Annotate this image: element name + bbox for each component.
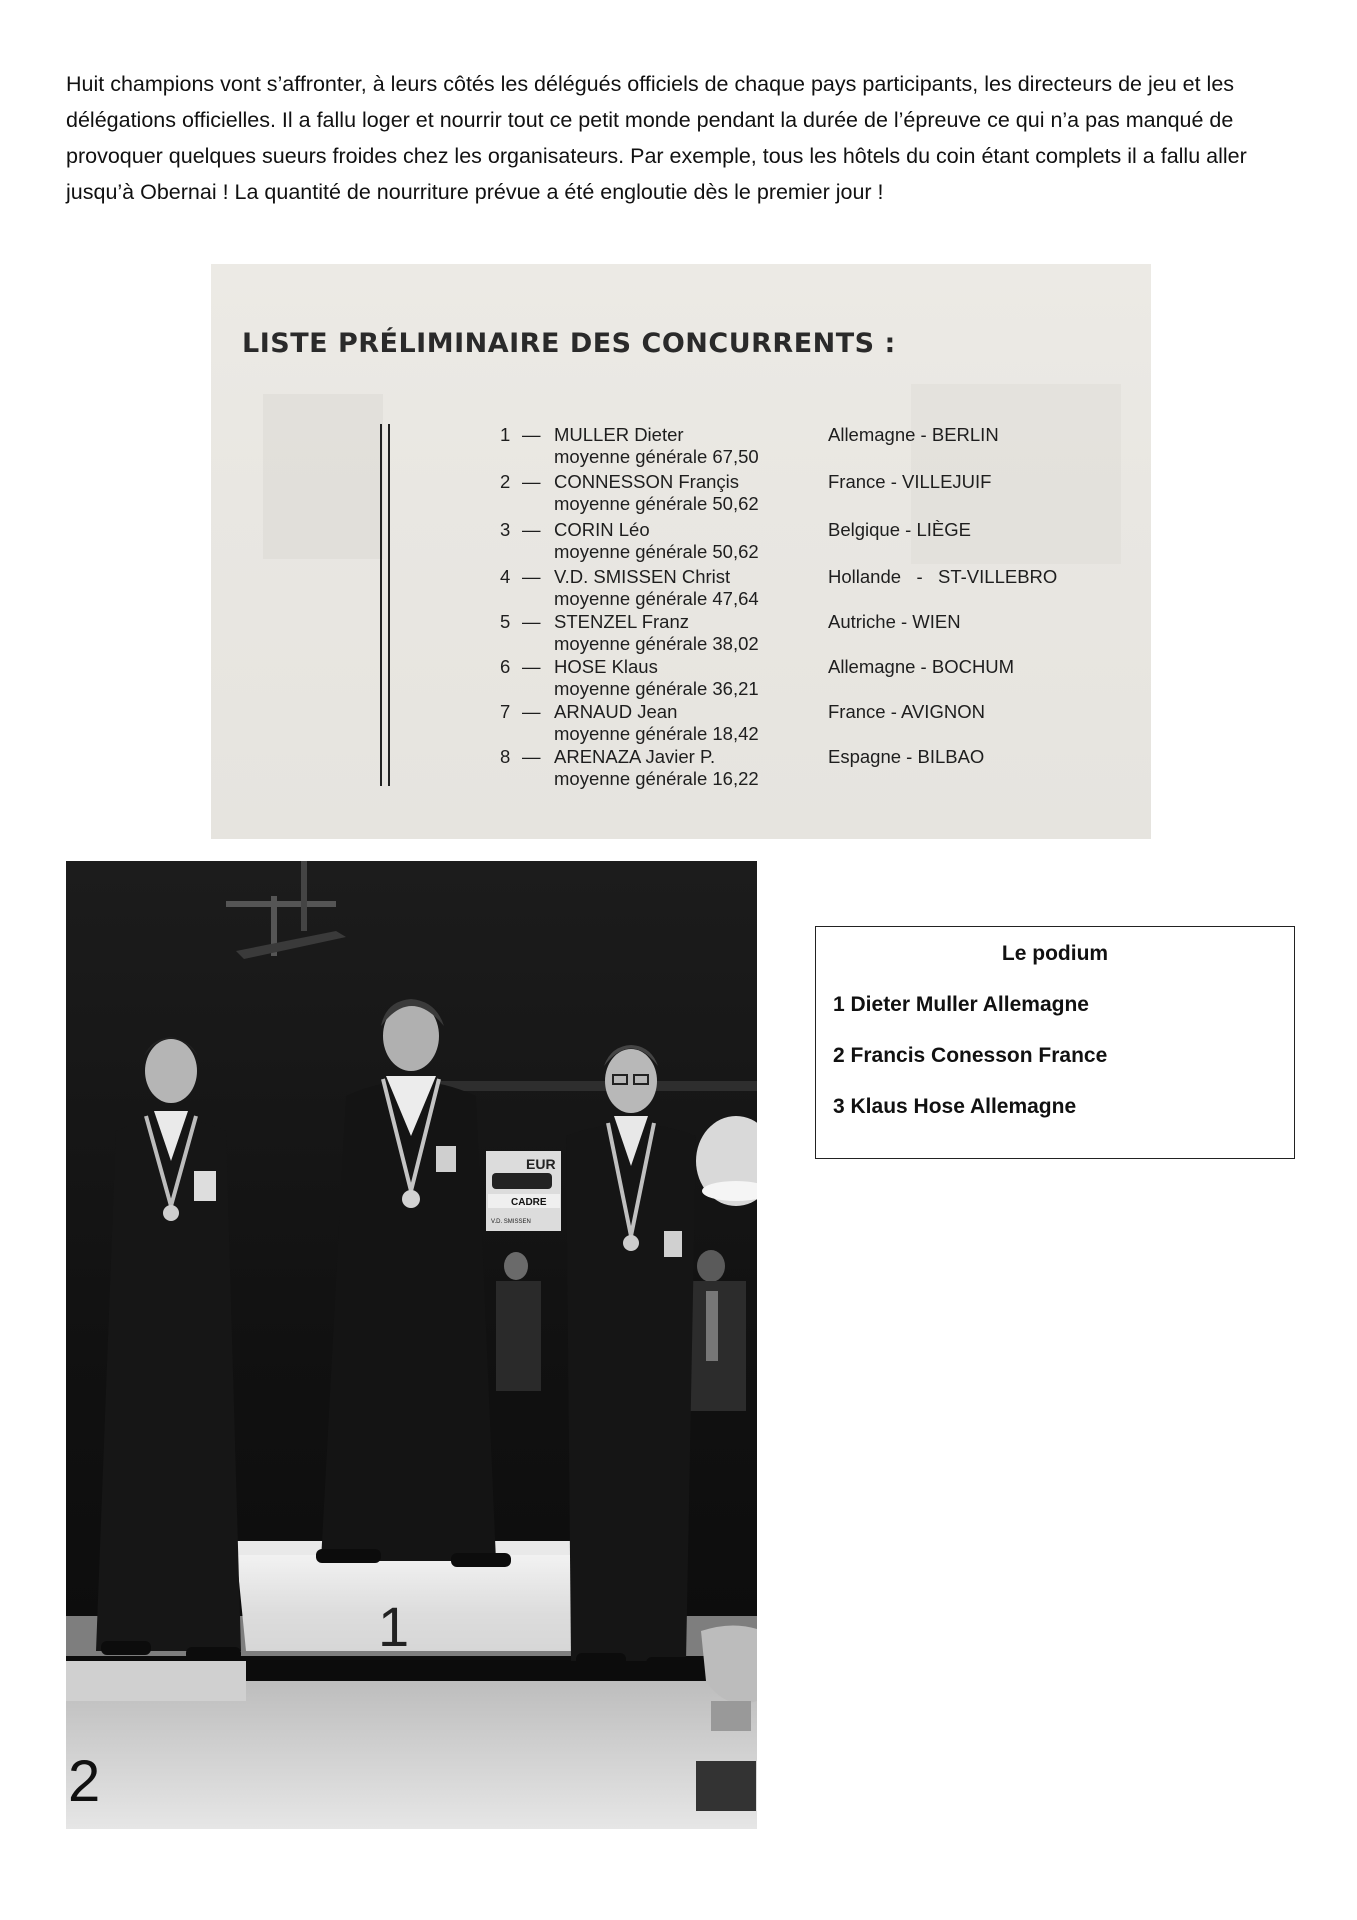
podium-photo bbox=[66, 861, 757, 1829]
competitor-name: HOSE Klaus bbox=[554, 656, 658, 677]
competitor-list-scan bbox=[211, 264, 1151, 839]
podium-title: Le podium bbox=[1001, 942, 1109, 965]
competitor-average: moyenne générale 50,62 bbox=[554, 493, 759, 514]
competitor-average: moyenne générale 50,62 bbox=[554, 541, 759, 562]
podium-result-line: 1 Dieter Muller Allemagne bbox=[833, 993, 1089, 1016]
competitor-country: Belgique - LIÈGE bbox=[828, 519, 971, 540]
entry-dash: — bbox=[522, 471, 541, 492]
competitor-rank: 3 bbox=[500, 519, 511, 540]
competitor-rank: 2 bbox=[500, 471, 511, 492]
competitor-average: moyenne générale 36,21 bbox=[554, 678, 759, 699]
competitor-rank: 1 bbox=[500, 424, 511, 445]
competitor-average: moyenne générale 38,02 bbox=[554, 633, 759, 654]
competitor-name: V.D. SMISSEN Christ bbox=[554, 566, 731, 587]
person-third-place bbox=[566, 1045, 698, 1671]
entry-dash: — bbox=[522, 611, 541, 632]
entry-dash: — bbox=[522, 424, 541, 445]
entry-dash: — bbox=[522, 519, 541, 540]
podium-result-line: 2 Francis Conesson France bbox=[833, 1044, 1108, 1067]
competitor-name: CORIN Léo bbox=[554, 519, 650, 540]
entry-dash: — bbox=[522, 701, 541, 722]
competitor-name: MULLER Dieter bbox=[554, 424, 684, 445]
intro-paragraph: Huit champions vont s’affronter, à leurs côtés les délégués officiels de chaque pays participants, les directeurs de jeu et les délégations officielles. Il a fallu loger et nourrir tout ce petit monde pendant la durée de l’épreuve ce qui n’a pas manqué de provoquer quelques sueurs froides chez les organisateurs. Par exemple, tous les hôtels du coin étant complets il a fallu aller jusqu’à Obernai ! La quantité de nourriture prévue a été engloutie dès le premier jour ! bbox=[66, 72, 1247, 204]
competitor-name: CONNESSON Françis bbox=[554, 471, 740, 492]
scan-bleed-through bbox=[263, 394, 383, 559]
list-rule bbox=[380, 424, 382, 786]
entry-dash: — bbox=[522, 566, 541, 587]
list-rule bbox=[388, 424, 390, 786]
competitor-name: STENZEL Franz bbox=[554, 611, 690, 632]
entry-dash: — bbox=[522, 746, 541, 767]
competitor-average: moyenne générale 18,42 bbox=[554, 723, 759, 744]
competitor-country: Allemagne - BOCHUM bbox=[828, 656, 1015, 677]
podium-step-number: 2 bbox=[68, 1749, 101, 1814]
competitor-average: moyenne générale 67,50 bbox=[554, 446, 759, 467]
person-second-place bbox=[96, 1037, 241, 1661]
competitor-rank: 7 bbox=[500, 701, 511, 722]
competitor-rank: 6 bbox=[500, 656, 511, 677]
competitor-name: ARENAZA Javier P. bbox=[554, 746, 716, 767]
competitor-country: Allemagne - BERLIN bbox=[828, 424, 999, 445]
competitor-rank: 5 bbox=[500, 611, 511, 632]
competitor-country: Hollande - ST-VILLEBRO bbox=[828, 566, 1058, 587]
competitor-country: Autriche - WIEN bbox=[828, 611, 961, 632]
sponsor-sign bbox=[486, 1151, 561, 1231]
sign-text: CADRE bbox=[511, 1197, 547, 1208]
competitor-average: moyenne générale 16,22 bbox=[554, 768, 759, 789]
competitor-country: France - VILLEJUIF bbox=[828, 471, 992, 492]
competitor-average: moyenne générale 47,64 bbox=[554, 588, 759, 609]
podium-step-number: 1 bbox=[378, 1595, 410, 1658]
competitor-rank: 4 bbox=[500, 566, 511, 587]
competitor-list-title: LISTE PRÉLIMINAIRE DES CONCURRENTS : bbox=[242, 328, 896, 359]
sign-text: EUR bbox=[526, 1156, 556, 1172]
competitor-country: Espagne - BILBAO bbox=[828, 746, 985, 767]
competitor-country: France - AVIGNON bbox=[828, 701, 985, 722]
competitor-rank: 8 bbox=[500, 746, 511, 767]
podium-result-line: 3 Klaus Hose Allemagne bbox=[833, 1095, 1077, 1118]
competitor-name: ARNAUD Jean bbox=[554, 701, 678, 722]
sign-text: V.D. SMISSEN bbox=[491, 1219, 531, 1225]
entry-dash: — bbox=[522, 656, 541, 677]
podium-results-box bbox=[815, 926, 1295, 1159]
